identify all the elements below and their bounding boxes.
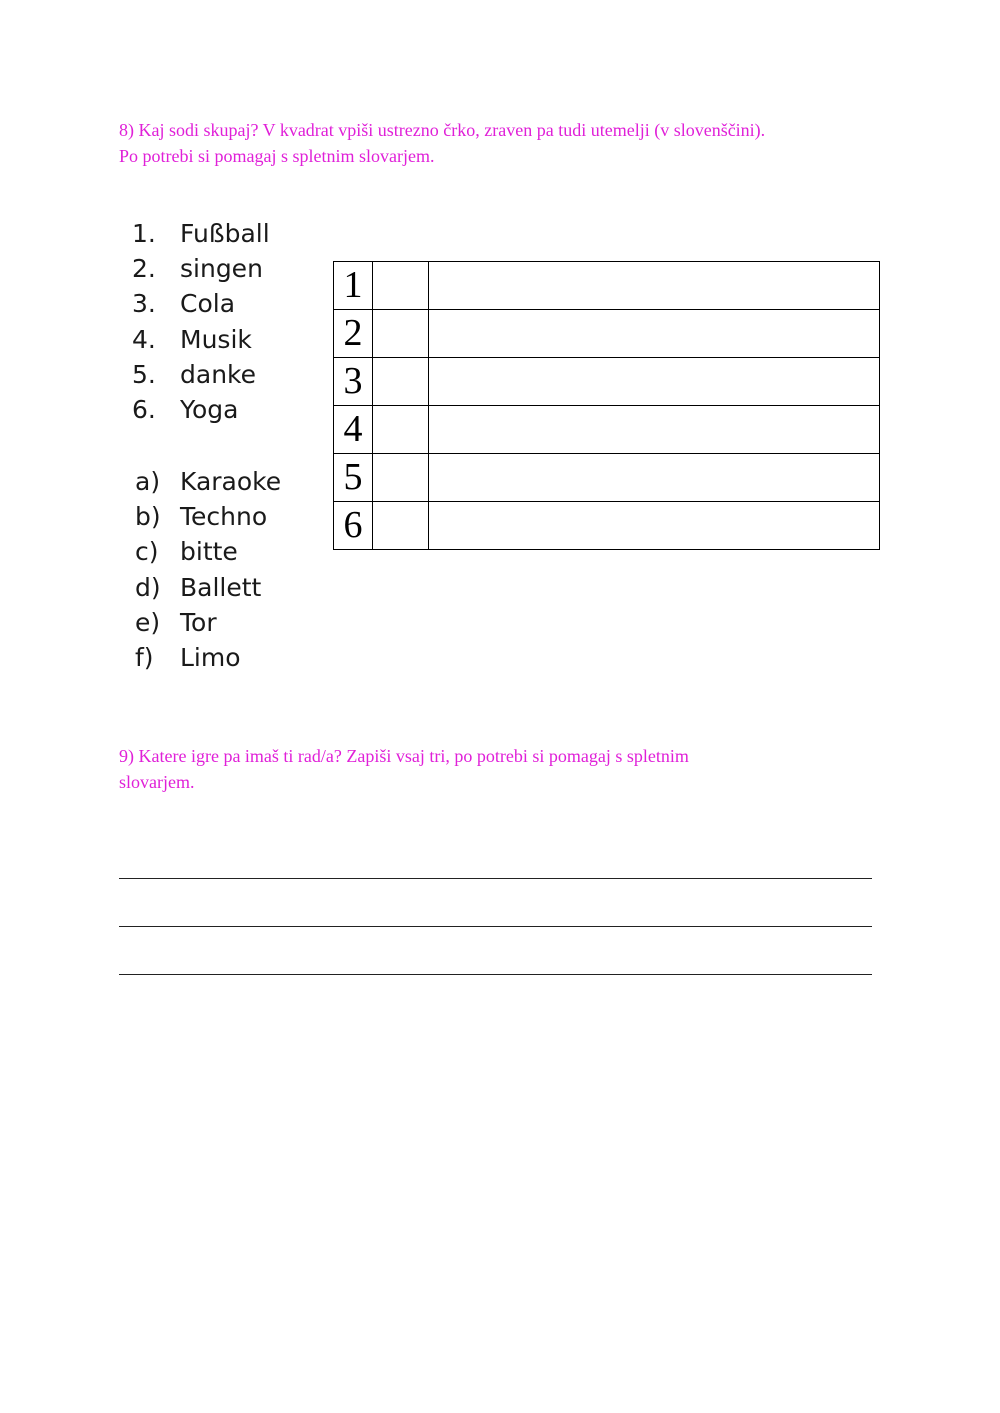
letter-answer-box[interactable] (373, 502, 429, 550)
item-word: Yoga (180, 394, 239, 424)
list-item (132, 392, 270, 427)
list-item (132, 216, 270, 251)
table-row (334, 502, 880, 550)
item-word: danke (180, 359, 257, 389)
item-word: Limo (180, 642, 241, 672)
table-row (334, 310, 880, 358)
answer-line-3[interactable] (119, 974, 872, 975)
letter-answer-box[interactable] (373, 454, 429, 502)
item-marker: e) (135, 607, 161, 637)
table-row (334, 406, 880, 454)
list-item (135, 464, 281, 499)
item-word: singen (180, 254, 263, 284)
item-word: Karaoke (180, 467, 282, 496)
list-item (135, 570, 281, 605)
item-word: Ballett (180, 572, 262, 602)
list-item (132, 357, 270, 392)
reason-answer-box[interactable] (429, 502, 880, 550)
item-word: Tor (180, 607, 217, 637)
table-row (334, 262, 880, 310)
answer-line-2[interactable] (119, 926, 872, 927)
reason-answer-box[interactable] (429, 358, 880, 406)
row-number: 1 (334, 262, 373, 310)
table-row (334, 358, 880, 406)
list-item (132, 251, 270, 286)
item-word: Musik (180, 324, 252, 354)
item-marker: c) (135, 537, 159, 567)
list-item (135, 499, 281, 534)
item-marker: 2. (132, 254, 156, 284)
task-8-instruction-line-2: Po potrebi si pomagaj s spletnim slovarjem. (119, 146, 435, 166)
reason-answer-box[interactable] (429, 406, 880, 454)
list-item (135, 640, 281, 675)
row-number: 2 (334, 310, 373, 358)
answer-table (333, 261, 880, 550)
item-marker: f) (135, 642, 154, 672)
row-number: 3 (334, 358, 373, 406)
item-marker: 5. (132, 359, 156, 389)
item-word: bitte (180, 537, 238, 567)
item-marker: 6. (132, 394, 156, 424)
item-word: Fußball (180, 219, 270, 248)
list-item (135, 534, 281, 569)
row-number: 4 (334, 406, 373, 454)
reason-answer-box[interactable] (429, 454, 880, 502)
list-item (132, 322, 270, 357)
letter-answer-box[interactable] (373, 262, 429, 310)
task-9-instruction (119, 743, 889, 795)
table-row (334, 454, 880, 502)
item-marker: 4. (132, 324, 156, 354)
item-marker: 1. (132, 219, 156, 248)
item-marker: a) (135, 467, 161, 496)
reason-answer-box[interactable] (429, 262, 880, 310)
letter-answer-box[interactable] (373, 406, 429, 454)
item-marker: b) (135, 502, 161, 532)
task-9-instruction-line-1: 9) Katere igre pa imaš ti rad/a? Zapiši vsaj tri, po potrebi si pomagaj s spletnim (119, 746, 689, 766)
answer-line-1[interactable] (119, 878, 872, 879)
reason-answer-box[interactable] (429, 310, 880, 358)
letter-answer-box[interactable] (373, 310, 429, 358)
task-8-instruction (119, 117, 889, 169)
row-number: 5 (334, 454, 373, 502)
item-word: Techno (180, 502, 268, 532)
list-item (132, 286, 270, 321)
numbered-word-list (132, 216, 270, 427)
row-number: 6 (334, 502, 373, 550)
list-item (135, 605, 281, 640)
task-9-instruction-line-2: slovarjem. (119, 772, 195, 792)
lettered-word-list (135, 464, 281, 675)
task-8-instruction-line-1: 8) Kaj sodi skupaj? V kvadrat vpiši ustrezno črko, zraven pa tudi utemelji (v slovenščini). (119, 120, 766, 140)
item-word: Cola (180, 289, 236, 319)
item-marker: 3. (132, 289, 156, 319)
letter-answer-box[interactable] (373, 358, 429, 406)
item-marker: d) (135, 572, 161, 602)
